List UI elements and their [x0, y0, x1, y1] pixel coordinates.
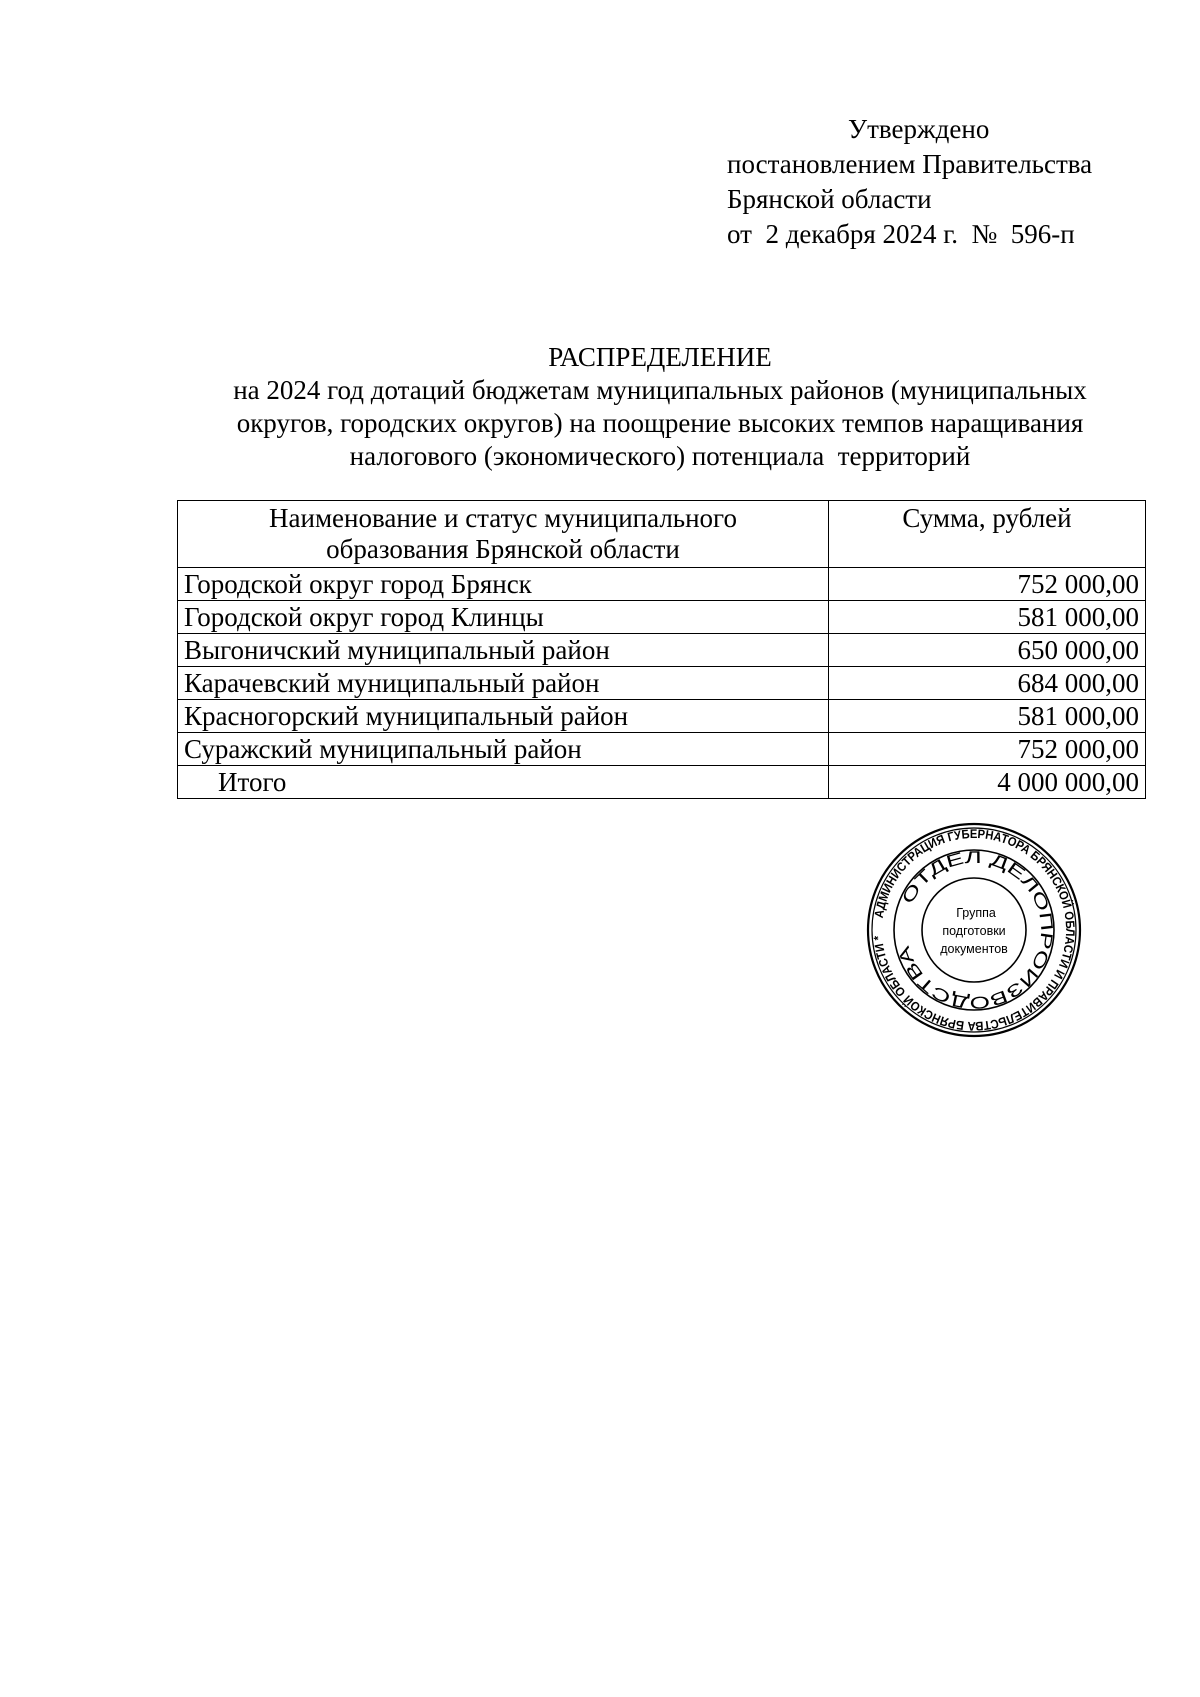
municipality-amount: 581 000,00 — [829, 601, 1146, 634]
table-row — [178, 667, 1146, 700]
stamp-center-line-2: подготовки — [942, 924, 1006, 938]
municipality-amount: 581 000,00 — [829, 700, 1146, 733]
approval-line-3: от 2 декабря 2024 г. № 596-п — [727, 219, 1075, 249]
total-row — [178, 766, 1146, 799]
approval-approved: Утверждено — [848, 114, 990, 144]
title-line-3: налогового (экономического) потенциала территорий — [349, 441, 971, 471]
table-row — [178, 568, 1146, 601]
table-row — [178, 733, 1146, 766]
municipality-amount: 684 000,00 — [829, 667, 1146, 700]
title-line-1: на 2024 год дотаций бюджетам муниципальных районов (муниципальных — [233, 375, 1087, 405]
municipality-amount: 752 000,00 — [829, 568, 1146, 601]
table-row — [178, 700, 1146, 733]
table-row — [178, 634, 1146, 667]
document-title — [120, 341, 1200, 473]
municipality-amount: 752 000,00 — [829, 733, 1146, 766]
approval-block — [727, 112, 1092, 252]
table-row — [178, 601, 1146, 634]
stamp-outer-text: АДМИНИСТРАЦИЯ ГУБЕРНАТОРА БРЯНСКОЙ ОБЛАСТИ И ПРАВИТЕЛЬСТВА БРЯНСКОЙ ОБЛАСТИ * — [871, 826, 1078, 1034]
municipality-name: Городской округ город Брянск — [178, 568, 829, 601]
table-header-row — [178, 501, 1146, 568]
column-header-name-line-1: Наименование и статус муниципального — [269, 503, 737, 533]
municipality-amount: 650 000,00 — [829, 634, 1146, 667]
municipality-name: Городской округ город Клинцы — [178, 601, 829, 634]
title-heading: РАСПРЕДЕЛЕНИЕ — [548, 342, 772, 372]
total-label: Итого — [178, 766, 829, 799]
title-line-2: округов, городских округов) на поощрение высоких темпов наращивания — [236, 408, 1084, 438]
municipality-name: Красногорский муниципальный район — [178, 700, 829, 733]
column-header-sum: Сумма, рублей — [829, 501, 1146, 568]
approval-line-1: постановлением Правительства — [727, 149, 1093, 179]
approval-line-2: Брянской области — [727, 184, 932, 214]
distribution-table — [177, 500, 1146, 799]
stamp-center-line-1: Группа — [956, 906, 996, 920]
municipality-name: Карачевский муниципальный район — [178, 667, 829, 700]
office-stamp — [866, 822, 1082, 1038]
stamp-ring-text: ОТДЕЛ ДЕЛОПРОИЗВОДСТВА — [896, 847, 1057, 1013]
column-header-name-line-2: образования Брянской области — [326, 534, 680, 564]
municipality-name: Выгоничский муниципальный район — [178, 634, 829, 667]
column-header-name — [178, 501, 829, 568]
municipality-name: Суражский муниципальный район — [178, 733, 829, 766]
total-amount: 4 000 000,00 — [829, 766, 1146, 799]
stamp-center-line-3: документов — [940, 942, 1008, 956]
